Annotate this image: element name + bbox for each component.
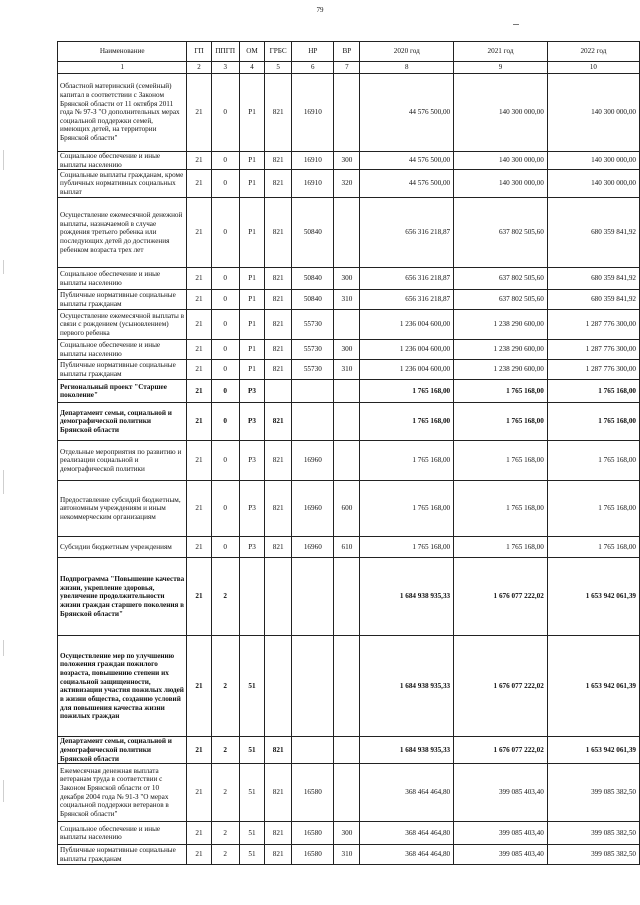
cell-grbs: 821	[265, 737, 292, 764]
header-grbs: ГРБС	[265, 42, 292, 62]
column-index: 10	[547, 62, 639, 74]
cell-y2021: 1 765 168,00	[454, 481, 548, 537]
cell-grbs: 821	[265, 441, 292, 481]
cell-y2021: 1 238 290 600,00	[454, 310, 548, 340]
cell-grbs: 821	[265, 310, 292, 340]
table-row	[58, 558, 640, 636]
cell-y2021: 1 676 077 222,02	[454, 636, 548, 737]
cell-grbs: 821	[265, 360, 292, 380]
cell-om: P3	[239, 481, 264, 537]
cell-vr: 320	[334, 170, 360, 198]
cell-y2021: 399 085 403,40	[454, 845, 548, 865]
cell-y2021: 637 802 505,60	[454, 290, 548, 310]
table-row	[58, 170, 640, 198]
cell-vr: 300	[334, 152, 360, 170]
cell-nr: 16960	[292, 537, 334, 558]
cell-nr: 16580	[292, 764, 334, 822]
cell-vr	[334, 310, 360, 340]
cell-grbs: 821	[265, 152, 292, 170]
cell-name: Публичные нормативные социальные выплаты гражданам	[58, 845, 187, 865]
cell-y2020: 368 464 464,80	[360, 764, 454, 822]
header-2021: 2021 год	[454, 42, 548, 62]
cell-om: 51	[239, 737, 264, 764]
table-row	[58, 636, 640, 737]
table-row	[58, 403, 640, 441]
cell-y2020: 1 765 168,00	[360, 481, 454, 537]
cell-nr: 55730	[292, 310, 334, 340]
cell-grbs: 821	[265, 822, 292, 845]
cell-grbs: 821	[265, 340, 292, 360]
cell-name: Областной материнский (семейный) капитал в соответствии с Законом Брянской области от 11 октября 2011 года № 97-З "О дополнительных мерах социальной поддержки семей, имеющих детей, на территории Брянской области"	[58, 74, 187, 152]
table-row	[58, 737, 640, 764]
cell-grbs: 821	[265, 74, 292, 152]
cell-om: P3	[239, 441, 264, 481]
header-name: Наименование	[58, 42, 187, 62]
cell-name: Осуществление мер по улучшению положения граждан пожилого возраста, повышению степени их социальной защищенности, активизации участия пожилых людей в жизни общества, созданию условий для повышения качества жизни пожилых граждан	[58, 636, 187, 737]
cell-grbs: 821	[265, 845, 292, 865]
cell-vr: 310	[334, 845, 360, 865]
cell-nr	[292, 558, 334, 636]
cell-gp: 21	[187, 198, 211, 268]
header-ppgp: ППГП	[211, 42, 239, 62]
header-gp: ГП	[187, 42, 211, 62]
cell-ppgp: 2	[211, 737, 239, 764]
cell-y2021: 1 765 168,00	[454, 380, 548, 403]
cell-om: P1	[239, 360, 264, 380]
cell-ppgp: 0	[211, 170, 239, 198]
cell-om: P1	[239, 268, 264, 290]
page-number: 79	[316, 6, 324, 14]
cell-om: P1	[239, 290, 264, 310]
cell-y2022: 680 359 841,92	[547, 268, 639, 290]
cell-grbs: 821	[265, 268, 292, 290]
cell-nr	[292, 636, 334, 737]
cell-vr	[334, 636, 360, 737]
header-row	[58, 42, 640, 62]
cell-om: P1	[239, 170, 264, 198]
column-index: 1	[58, 62, 187, 74]
cell-name: Департамент семьи, социальной и демографической политики Брянской области	[58, 403, 187, 441]
cell-grbs	[265, 558, 292, 636]
cell-grbs	[265, 380, 292, 403]
cell-y2021: 1 765 168,00	[454, 441, 548, 481]
cell-nr: 16960	[292, 441, 334, 481]
cell-y2021: 1 765 168,00	[454, 403, 548, 441]
cell-y2020: 1 765 168,00	[360, 403, 454, 441]
table-row	[58, 764, 640, 822]
cell-gp: 21	[187, 822, 211, 845]
cell-gp: 21	[187, 268, 211, 290]
cell-gp: 21	[187, 360, 211, 380]
cell-y2022: 140 300 000,00	[547, 170, 639, 198]
cell-name: Социальное обеспечение и иные выплаты населению	[58, 340, 187, 360]
cell-y2020: 368 464 464,80	[360, 845, 454, 865]
header-om: ОМ	[239, 42, 264, 62]
cell-grbs: 821	[265, 198, 292, 268]
cell-ppgp: 0	[211, 268, 239, 290]
cell-name: Отдельные мероприятия по развитию и реализации социальной и демографической политики	[58, 441, 187, 481]
cell-y2022: 1 765 168,00	[547, 537, 639, 558]
cell-om: P1	[239, 198, 264, 268]
cell-gp: 21	[187, 764, 211, 822]
cell-name: Подпрограмма "Повышение качества жизни, укрепление здоровья, увеличение продолжительности жизни граждан старшего поколения в Брянской области"	[58, 558, 187, 636]
cell-grbs: 821	[265, 403, 292, 441]
cell-ppgp: 2	[211, 822, 239, 845]
cell-y2022: 1 765 168,00	[547, 380, 639, 403]
cell-name: Предоставление субсидий бюджетным, автономным учреждениям и иным некоммерческим организациям	[58, 481, 187, 537]
cell-name: Региональный проект "Старшее поколение"	[58, 380, 187, 403]
cell-om: P3	[239, 403, 264, 441]
table-row	[58, 822, 640, 845]
cell-y2022: 1 653 942 061,39	[547, 636, 639, 737]
cell-om: P1	[239, 152, 264, 170]
cell-y2020: 1 765 168,00	[360, 537, 454, 558]
cell-y2021: 140 300 000,00	[454, 74, 548, 152]
cell-nr: 50840	[292, 290, 334, 310]
column-index: 4	[239, 62, 264, 74]
table-row	[58, 310, 640, 340]
cell-y2022: 399 085 382,50	[547, 822, 639, 845]
cell-name: Субсидии бюджетным учреждениям	[58, 537, 187, 558]
cell-y2022: 680 359 841,92	[547, 290, 639, 310]
column-index: 7	[334, 62, 360, 74]
cell-grbs: 821	[265, 537, 292, 558]
cell-nr: 16910	[292, 170, 334, 198]
cell-y2021: 637 802 505,60	[454, 198, 548, 268]
cell-om: P1	[239, 310, 264, 340]
cell-ppgp: 0	[211, 290, 239, 310]
cell-ppgp: 0	[211, 441, 239, 481]
cell-name: Социальное обеспечение и иные выплаты населению	[58, 152, 187, 170]
cell-gp: 21	[187, 737, 211, 764]
cell-gp: 21	[187, 441, 211, 481]
cell-y2020: 1 236 004 600,00	[360, 360, 454, 380]
cell-name: Публичные нормативные социальные выплаты гражданам	[58, 360, 187, 380]
cell-y2022: 1 287 776 300,00	[547, 310, 639, 340]
cell-gp: 21	[187, 558, 211, 636]
cell-y2021: 399 085 403,40	[454, 822, 548, 845]
cell-vr	[334, 558, 360, 636]
cell-grbs: 821	[265, 481, 292, 537]
binding-marks	[0, 0, 10, 905]
table-row	[58, 481, 640, 537]
cell-vr	[334, 380, 360, 403]
cell-y2020: 44 576 500,00	[360, 152, 454, 170]
cell-grbs	[265, 636, 292, 737]
table-row	[58, 360, 640, 380]
cell-gp: 21	[187, 403, 211, 441]
cell-y2022: 1 765 168,00	[547, 441, 639, 481]
cell-y2020: 44 576 500,00	[360, 74, 454, 152]
cell-gp: 21	[187, 481, 211, 537]
cell-vr	[334, 74, 360, 152]
header-vr: ВР	[334, 42, 360, 62]
cell-ppgp: 2	[211, 636, 239, 737]
cell-gp: 21	[187, 380, 211, 403]
cell-vr	[334, 403, 360, 441]
cell-gp: 21	[187, 340, 211, 360]
cell-y2020: 1 684 938 935,33	[360, 636, 454, 737]
cell-gp: 21	[187, 845, 211, 865]
cell-ppgp: 2	[211, 558, 239, 636]
cell-vr: 300	[334, 268, 360, 290]
table-row	[58, 290, 640, 310]
cell-om: 51	[239, 764, 264, 822]
cell-nr: 55730	[292, 360, 334, 380]
cell-om	[239, 558, 264, 636]
column-index: 6	[292, 62, 334, 74]
cell-om: P3	[239, 380, 264, 403]
cell-gp: 21	[187, 310, 211, 340]
scan-mark	[513, 24, 519, 25]
cell-y2022: 399 085 382,50	[547, 845, 639, 865]
cell-nr: 50840	[292, 198, 334, 268]
cell-vr: 310	[334, 290, 360, 310]
cell-y2020: 44 576 500,00	[360, 170, 454, 198]
cell-ppgp: 2	[211, 845, 239, 865]
header-nr: НР	[292, 42, 334, 62]
header-2020: 2020 год	[360, 42, 454, 62]
cell-vr	[334, 198, 360, 268]
cell-y2020: 1 236 004 600,00	[360, 310, 454, 340]
column-index: 2	[187, 62, 211, 74]
cell-nr: 16910	[292, 74, 334, 152]
cell-name: Осуществление ежемесячной выплаты в связи с рождением (усыновлением) первого ребенка	[58, 310, 187, 340]
cell-ppgp: 0	[211, 340, 239, 360]
cell-name: Социальные выплаты гражданам, кроме публичных нормативных социальных выплат	[58, 170, 187, 198]
cell-y2022: 399 085 382,50	[547, 764, 639, 822]
budget-table	[57, 41, 640, 865]
table-row	[58, 152, 640, 170]
cell-name: Социальное обеспечение и иные выплаты населению	[58, 822, 187, 845]
cell-y2021: 1 676 077 222,02	[454, 737, 548, 764]
cell-y2020: 656 316 218,87	[360, 198, 454, 268]
cell-vr: 610	[334, 537, 360, 558]
cell-vr	[334, 441, 360, 481]
cell-vr	[334, 764, 360, 822]
cell-om: 51	[239, 636, 264, 737]
column-index: 9	[454, 62, 548, 74]
cell-y2020: 656 316 218,87	[360, 290, 454, 310]
cell-name: Ежемесячная денежная выплата ветеранам труда в соответствии с Законом Брянской области от 10 декабря 2004 года № 91-З "О мерах социальной поддержки ветеранов в Брянской области"	[58, 764, 187, 822]
cell-grbs: 821	[265, 290, 292, 310]
cell-nr: 16580	[292, 822, 334, 845]
cell-y2020: 1 765 168,00	[360, 441, 454, 481]
cell-ppgp: 0	[211, 380, 239, 403]
table-row	[58, 537, 640, 558]
cell-ppgp: 0	[211, 198, 239, 268]
cell-name: Публичные нормативные социальные выплаты гражданам	[58, 290, 187, 310]
cell-nr	[292, 380, 334, 403]
cell-y2021: 140 300 000,00	[454, 152, 548, 170]
cell-vr	[334, 737, 360, 764]
cell-gp: 21	[187, 537, 211, 558]
column-index: 3	[211, 62, 239, 74]
cell-y2021: 1 238 290 600,00	[454, 340, 548, 360]
cell-y2021: 637 802 505,60	[454, 268, 548, 290]
cell-grbs: 821	[265, 764, 292, 822]
cell-ppgp: 0	[211, 310, 239, 340]
cell-vr: 300	[334, 822, 360, 845]
cell-name: Осуществление ежемесячной денежной выплаты, назначаемой в случае рождения третьего ребенка или последующих детей до достижения ребенком возраста трех лет	[58, 198, 187, 268]
table-row	[58, 441, 640, 481]
cell-y2021: 1 238 290 600,00	[454, 360, 548, 380]
cell-nr: 55730	[292, 340, 334, 360]
cell-y2022: 1 653 942 061,39	[547, 737, 639, 764]
cell-y2022: 1 653 942 061,39	[547, 558, 639, 636]
cell-nr	[292, 403, 334, 441]
cell-y2021: 1 676 077 222,02	[454, 558, 548, 636]
cell-ppgp: 0	[211, 152, 239, 170]
cell-vr: 600	[334, 481, 360, 537]
cell-ppgp: 0	[211, 481, 239, 537]
cell-nr: 16580	[292, 845, 334, 865]
cell-y2020: 656 316 218,87	[360, 268, 454, 290]
cell-y2022: 1 765 168,00	[547, 403, 639, 441]
cell-y2022: 140 300 000,00	[547, 152, 639, 170]
cell-vr: 310	[334, 360, 360, 380]
cell-nr: 50840	[292, 268, 334, 290]
column-index-row	[58, 62, 640, 74]
cell-nr	[292, 737, 334, 764]
cell-ppgp: 0	[211, 360, 239, 380]
cell-om: P3	[239, 537, 264, 558]
table-row	[58, 380, 640, 403]
cell-grbs: 821	[265, 170, 292, 198]
table-row	[58, 198, 640, 268]
cell-name: Социальное обеспечение и иные выплаты населению	[58, 268, 187, 290]
cell-om: 51	[239, 822, 264, 845]
table-row	[58, 340, 640, 360]
cell-om: P1	[239, 74, 264, 152]
cell-gp: 21	[187, 170, 211, 198]
cell-om: P1	[239, 340, 264, 360]
cell-y2022: 680 359 841,92	[547, 198, 639, 268]
cell-ppgp: 2	[211, 764, 239, 822]
table-row	[58, 268, 640, 290]
column-index: 8	[360, 62, 454, 74]
cell-y2020: 368 464 464,80	[360, 822, 454, 845]
cell-om: 51	[239, 845, 264, 865]
cell-ppgp: 0	[211, 403, 239, 441]
cell-nr: 16910	[292, 152, 334, 170]
table-row	[58, 845, 640, 865]
cell-vr: 300	[334, 340, 360, 360]
table-row	[58, 74, 640, 152]
header-2022: 2022 год	[547, 42, 639, 62]
cell-y2020: 1 684 938 935,33	[360, 737, 454, 764]
cell-gp: 21	[187, 290, 211, 310]
column-index: 5	[265, 62, 292, 74]
cell-y2022: 1 287 776 300,00	[547, 360, 639, 380]
cell-gp: 21	[187, 636, 211, 737]
cell-y2021: 1 765 168,00	[454, 537, 548, 558]
cell-name: Департамент семьи, социальной и демографической политики Брянской области	[58, 737, 187, 764]
cell-y2022: 1 765 168,00	[547, 481, 639, 537]
cell-y2022: 1 287 776 300,00	[547, 340, 639, 360]
cell-ppgp: 0	[211, 74, 239, 152]
cell-nr: 16960	[292, 481, 334, 537]
cell-gp: 21	[187, 74, 211, 152]
cell-y2020: 1 765 168,00	[360, 380, 454, 403]
cell-y2020: 1 236 004 600,00	[360, 340, 454, 360]
cell-ppgp: 0	[211, 537, 239, 558]
cell-y2022: 140 300 000,00	[547, 74, 639, 152]
cell-y2021: 399 085 403,40	[454, 764, 548, 822]
cell-y2021: 140 300 000,00	[454, 170, 548, 198]
cell-gp: 21	[187, 152, 211, 170]
cell-y2020: 1 684 938 935,33	[360, 558, 454, 636]
